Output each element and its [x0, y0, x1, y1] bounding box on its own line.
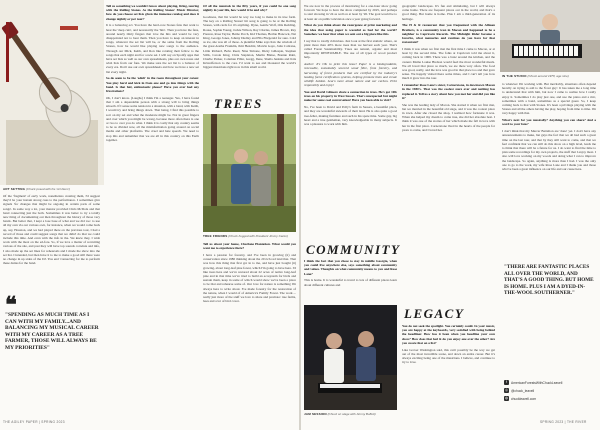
- jam-session-photo: [304, 305, 397, 410]
- question: Tell us about your home, Charlane Plantation. What would you want me to experience there?: [203, 242, 296, 251]
- tree-friends-image: [203, 114, 296, 232]
- paragraph: No, I've been to David and Polly's farm in Sussex, a beautiful place, and they are wonderful stewards of their land. He is also quite a good tree-feller, making furniture and such in his spare time. Some guy, big heart and a true gentleman, very knowledgeable in many subjects. It was a pleasure to work with him.: [304, 105, 397, 127]
- paragraph: This is home. It is wonderful to travel to lots of different places learn about different cultures and: [304, 278, 397, 287]
- tree-friends-photo: [203, 114, 296, 232]
- paragraph: I say that to totally ridiculous. Just look at the first statistic where, on plant more than 40% more trees than we harvest each year. That's called Forest Sustainability. Trees are natural, organic and most importantly RENEWABLE. The use of all types of wood product help.: [304, 38, 397, 60]
- question: Of all the musicals in the fifty years, if you could be one song nightly in your life, how would it be and why?: [203, 4, 296, 13]
- social-website[interactable]: [504, 396, 536, 401]
- question: I remember Rose Lane's sister, Cornerstone, in downtown Macon in the 1980's. That was the coolest store ever and nothing has replaced it. Tell us a story about how you met her and did you like it?: [402, 83, 495, 100]
- legacy-text: [402, 324, 495, 416]
- studio-image: [500, 0, 600, 72]
- community-text: [304, 259, 397, 303]
- caption-text: (Chuck around 1978, age nine): [527, 74, 569, 78]
- question: You and David Gilmore share a connection in trees. He's got 10K trees on his property in West Sussex. That's unexpected but might make for some cool conversation! Have you been able to visit?: [304, 90, 397, 103]
- right-pull-quote: "THERE ARE FANTASTIC PLACES ALL OVER THE WORLD, AND THAT'S A GOOD THING. BUT HOME IS HOME. PLUS I AM A DYED-IN-THE-WOOL SOUTHERNER.": [504, 264, 594, 297]
- trees-heading: TREES: [214, 96, 263, 111]
- right-page: [300, 0, 600, 430]
- caption-title: TREE FRIENDS: [203, 234, 228, 238]
- paragraph: geographic landscapes. It's fun and stimulating, but I will always come home. There are frequent places out in the world, and that's a good thing. But home is home. Plus I am a third-generation of its heritage.: [402, 4, 495, 21]
- paragraph: Author: It's OK to print this issue! Paper is a biodegradable, renewable, sustainably sourced wood fibre, from forestry, and harvesting of forest products that are certified by the industry's leading forest certification systems, helping promote them and create wildlife habitat. Learn more about nature and our carbon. Print responsibly and enjoy!: [304, 62, 397, 88]
- caption-title: ART SETTING: [3, 187, 26, 191]
- social-handle: chuckleavell.com: [511, 396, 537, 401]
- left-pull-quote: [5, 292, 100, 416]
- pull-quote-text: "SPENDING AS MUCH TIME AS I CAN WITH MY FAMILY...AND BALANCING MY MUSICAL CAREER WITH MY CAREER AS A TREE FARMER, THOSE WILL ALWAYS BE MY PRIORITIES": [5, 312, 99, 351]
- art-setting-photo: [0, 0, 104, 185]
- paragraph: I don't think that my Mercer Battalion are 'done' yet. I don't have any announcements to make, but guys the fact that we all had such a great time on the last tour, and that by they still want to come, and that we feel confident that we can still do this show on a high level, leads me to think that there will be a future for us. I do want to find the time to plan some recordings for my own projects, the stuff that I enjoy most. I also will love working on my woods and doing what I can to improve the landscape. So again, anything is more than I had. I was the only one to go to the work, my wife Rose Lane and I thank you and those who've been a great influence on our life and our cause here.: [502, 129, 596, 172]
- question: What do you think about the resurgence of print marketing and the idea that using paper is wasteful as bad for the world? Somehow we hear that when we sent out a big piece like this.: [304, 23, 397, 36]
- trees-text: [203, 242, 296, 416]
- caption-title: IN THE STUDIO: [502, 74, 527, 78]
- question: So do seem to be the 'adult' in the room throughout your career. You play hard and kick in from one and go into things with the band. Is that fair, enthusiastic please? Have you ever had any frustrations?: [106, 76, 199, 94]
- in-the-studio-photo: [500, 0, 600, 72]
- paragraph: I have a passion for forestry, and I've been in growing (it) and conservation since 1980 thinking about the 20 rich red land that. That was how this thing that first got in to me, and have just bought (it) growing, about long-leaf pine forest, which I'm going to have here. I'd like trees here and we've restored about 22 acres of native long-leaf pine and in that time we've tried to build an ecosystem for birds and sustain them, keep in some of which would show we've been a place to be that and rehearse some of. Our love for nature is something I'm always here to write about. I've made forestry for the restoration of the nature, when I would of of America's Family Forest. The work ... really just more of the stuff we love to share and promote: tree farms, bees and a lot of bird cover.: [203, 253, 296, 304]
- legacy-heading: LEGACY: [404, 306, 465, 321]
- globe-icon: ◍: [504, 396, 509, 400]
- paragraph: We are now in the process of monitoring for a one-hour show going forward. We hope to have the show completed by 2025, and perhaps to start showing in '24 as well on at least by '26. The goal would be to at least air on public television once a year going forward.: [304, 4, 397, 21]
- paragraph: Of the 'fragment' of early work, nonetheless creating them, I'd suggest they'd be your instant strong cues to the performance. I sometimes give signals 'for changes that might be ongoing in certain parts of some songs'. In some way a lot, your mentor provided Chris McDole and that band connecting just the both. Sometimes it was better to try a totally new thing of documenting out then throughout the history of those very bands. But better that, I kept a lose base of what and we did too: to use all my own via our various own, for instance, when we would come back up, say, Houston, and we had played there on the previous tour, I had a record of those and could suggest songs that we didn't do that we could include this time. And even with the info in the. We knew they, I wish work with the most on the ed-fore. So, if we love a matter of recruiting various of the site, and past they will have top sounds correlate and info, I also made up the set lines for rehearsals and I made the show into the set list. I intended, but then have it to me to make a good still there were no change in up sides of the DJ. You end 'connecting for me to perform these duties for the band.: [3, 194, 100, 266]
- left-column-3: [203, 4, 296, 90]
- left-column-1: [3, 194, 100, 296]
- question: I think the fact that you chose to stay in middle Georgia, when you could live anywhere else, says something about community and values. Thoughts on what community means to you and Rose Lane?: [304, 259, 397, 276]
- facebook-icon: f: [504, 380, 509, 385]
- paragraph: I think it was when we first met the first time I came to Macon, or at least by the second time. The folks at Capricorn told me about it, coming back in 1969. There was a buzz around the kitchen, and the owners Mama Louise Hudson would feed the most wonderful meals. We all loved that place so much, we ate there very often. The food was good, really, and the love was good in that place too and that gave sense. We happily visited there some times, and I can't tell you how much it grew into the tour.: [402, 47, 495, 81]
- jam-session-image: [304, 305, 397, 410]
- paragraph: She was the leading lady of Macon. She started it when we first met, but we married in the beautiful old stage, and it was the coolest place in town. After she closed the shop, I realized how fortunate it was. When she helped my dream to come true, she did her absolute best. I think it was one of the stories of her which made me fall in love with her in the first place. Cornerstone lived in the hearts of the people for years to come, and I loved her.: [402, 102, 495, 132]
- left-column-2: [106, 4, 199, 416]
- guitar-illustration: [0, 0, 104, 185]
- community-heading: COMMUNITY: [306, 242, 401, 257]
- question: What's next for you musically? Anything you can share? And a word to your fans?: [502, 118, 596, 127]
- right-column-1: [304, 4, 397, 240]
- right-column-3: [502, 82, 596, 230]
- question: The H & R restaurant that you frequented with the Allman Brothers, is a community icon in Macon and happened to be a neighbor to Capricorn Records. The Midnight Rider became a favorite, what memories and routines do you have for that restaurant?: [402, 23, 495, 45]
- caption-text: (Chuck on stage with Jimmy Buffett): [327, 412, 376, 416]
- right-column-2: [402, 4, 495, 304]
- quote-mark-icon: ❝: [5, 292, 17, 317]
- paragraph: to whatever I'm working with. But inevitably, situations often depend heavily on trying to add to the 'front guy'. It has taken me a long time to understand that with him, but now I came to realize how I really enjoy it. Sometimes I do play just one, and use the piano and a mic, sometimes with a band, sometimes as a special guest. So, I keep coming back to that with Stones. It's been a privilege playing with the Stones and all the others having me play, hoping from time to time. I'm very happy with that.: [502, 82, 596, 116]
- paragraph: Like Grover Washington said, this can't possibly be the way we get out of the most incredible scene, and down an entire career. But it's always exciting being one of the musicians. I believe, and continue to try to love.: [402, 347, 495, 365]
- art-setting-caption: [3, 187, 103, 191]
- social-handle: AmericanForestsWithChuckLeavell: [511, 380, 563, 385]
- paragraph: It is a balancing act. You have the hard-core Stones fans that want to hear the 'deep cuts', and necessarily the 'hits'. Then you have the fans, around nearly thirty fingers that love the hits and would be very disappointed not to hear them. Then you have to keep an interest in songs, whatever the set list will be, or the same from the Rolling Stones, how he would like playing new songs to the audience. Through our Mick, Keith, and Ron like rotating their fellow to the songs that each night and for a new set. I will say on Spotify apps that have set lists as well as our own spreadsheets, plus our own notes and wish lists from our fans. We make sure the set list is a balance of every era. Don't use our own spreadsheets and how we have a new set list every night.: [106, 23, 199, 74]
- social-handle: @chuck_leavell: [511, 388, 535, 393]
- left-footer: THE AGILEY PAPER | SPRING 2023: [3, 420, 65, 424]
- paragraph: Goodness, that list would be way too long to make in its true form. The key on a Rolling Stones' hit song is going to be at the Rolling Stones, with cards for it's anything. Dyna, Gentle Wolf, Otis Redding, Rouse, Sophie Young, Jackie Wilson, Ray Charles, James Brown, Ray Preston, Rose Taylor, Bettie Porch, Kid Thomas, Herbie Hancock, Nat King, George Jones, Johnny Dudley and Ella Fitzgerald for sure. Cold as ice, she was all of those. A plentiful Mike says lists the wisdom of the great Aretha Franklin, Jimi Hendrix, Marvin Gaye, John Coltrane, Little Richard, Bebo Reed, Nina Simone, Dizzy Gillespie, Stephen Stills, Carole King, Chris Stapleton, Martin Blaise, Bonnie Raitt, Charlie Parker, Coleman Pillar, Gregg, Ilene, Sheila Jenkins and Kris Kristofferson to the core. I'd want to see and thousand the world's biggest musicians right now in this small world.: [203, 15, 296, 70]
- paragraph: Oh, I don't know. (Laughs) I think I'm a teenager. Yes, I have found that I am a dependable person with a strong will to bring things smooth. If I sense some tension in a situation, with a band, with Keith, I would try and bring things down. That being, I find this possible to sort on my set and what the moderate might be. Not in great fingers and over which you might be wrong, because more often there is one or two to over you do what. I think it is costly that any country seems to be as divided now, all the misinformation going around on social media and other platforms. The cruel and hate speech. We need to stop this and remember that we are all in this country on this Earth together.: [106, 95, 199, 142]
- social-instagram[interactable]: [504, 388, 534, 393]
- caption-text: (Chuck hugged with President Jimmy Carter): [228, 234, 288, 238]
- question: You do not seek the spotlight. You certainly could. In your music, you are happy at the keyboards, very satisfied with being behind the headliner. How has it been when you headline your own show? How does that feel & do you enjoy one over the other? Are you aware that on a list?: [402, 324, 495, 345]
- jam-session-caption: [304, 412, 397, 416]
- caption-text: (Chuck posed with his 'Art Deco'): [26, 187, 71, 191]
- instagram-icon: ◎: [504, 388, 509, 392]
- tree-friends-caption: [203, 234, 296, 238]
- question: Tell us something we wouldn't know about playing, living, touring with the Rolling Stones. As the Rolling Stones' Music Director, how do you choose set lists given the immense catalog and does it change nightly or per tour?: [106, 4, 199, 21]
- caption-title: JAM SESSION: [304, 412, 327, 416]
- studio-caption: [502, 74, 598, 78]
- social-facebook[interactable]: [504, 380, 562, 385]
- right-footer: SPRING 2023 | THE RIVER: [540, 420, 587, 424]
